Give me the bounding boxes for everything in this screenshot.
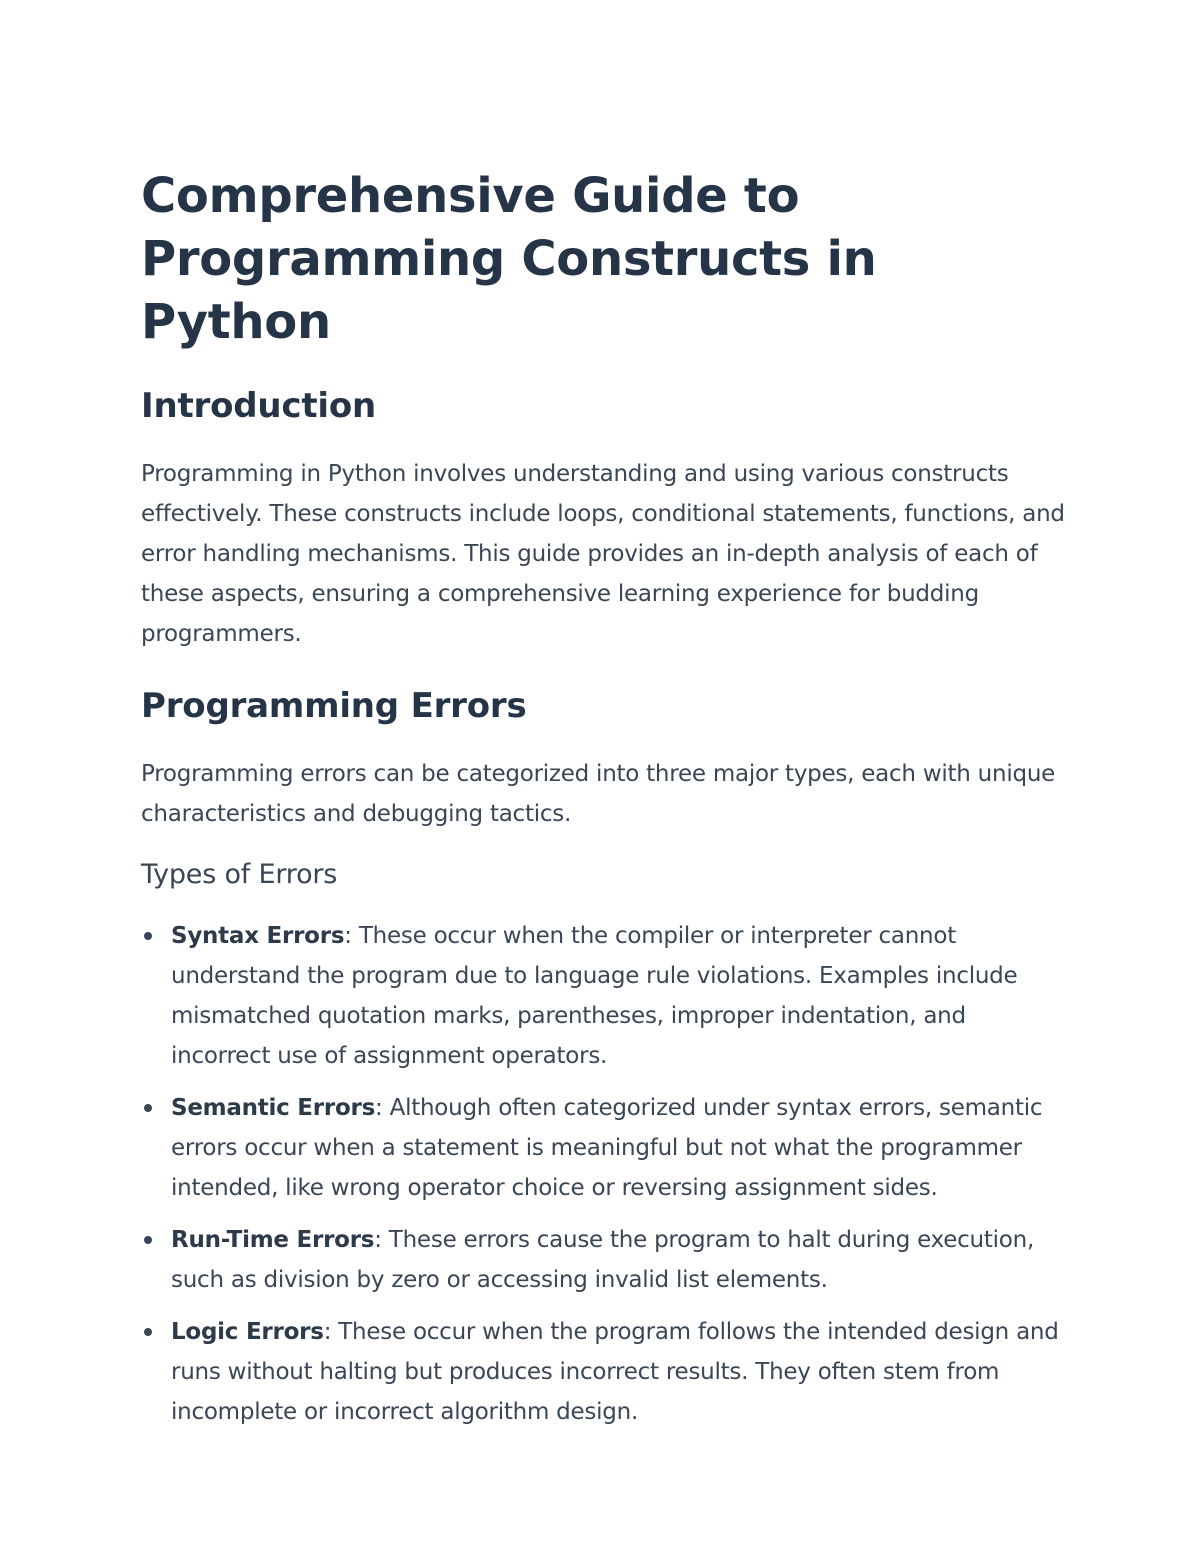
- list-item-semantic-errors: [141, 1088, 1071, 1208]
- types-of-errors-subheading: Types of Errors: [141, 859, 338, 890]
- programming-errors-paragraph: Programming errors can be categorized into three major types, each with unique characteristics and debugging tactics.: [141, 761, 1056, 827]
- list-item-logic-errors: [141, 1312, 1071, 1432]
- bullet-icon: [144, 1104, 152, 1112]
- list-item-run-time-errors: [141, 1220, 1071, 1300]
- page-title: Comprehensive Guide to Programming Constructs in Python: [141, 168, 877, 350]
- list-item-term: Syntax Errors: [171, 923, 345, 949]
- introduction-heading: Introduction: [141, 386, 377, 426]
- bullet-icon: [144, 932, 152, 940]
- list-item-term: Logic Errors: [171, 1319, 324, 1345]
- list-item-description: : Although often categorized under syntax errors, semantic errors occur when a statement is meaningful but not what the programmer intended, like wrong operator choice or reversing assignment sides.: [171, 1095, 1043, 1201]
- bullet-icon: [144, 1328, 152, 1336]
- document-page: [141, 165, 1071, 1444]
- list-item-syntax-errors: [141, 916, 1071, 1076]
- introduction-paragraph: Programming in Python involves understanding and using various constructs effectively. These constructs include loops, conditional statements, functions, and error handling mechanisms. This guide provides an in-depth analysis of each of these aspects, ensuring a comprehensive learning experience for budding programmers.: [141, 461, 1065, 647]
- programming-errors-heading: Programming Errors: [141, 686, 527, 726]
- list-item-term: Run-Time Errors: [171, 1227, 375, 1253]
- list-item-description: : These errors cause the program to halt during execution, such as division by zero or accessing invalid list elements.: [171, 1227, 1035, 1293]
- error-types-list: [141, 916, 1071, 1432]
- bullet-icon: [144, 1236, 152, 1244]
- list-item-description: : These occur when the program follows the intended design and runs without halting but produces incorrect results. They often stem from incomplete or incorrect algorithm design.: [171, 1319, 1059, 1425]
- list-item-description: : These occur when the compiler or interpreter cannot understand the program due to language rule violations. Examples include mismatched quotation marks, parentheses, improper indentation, and incorrect use of assignment operators.: [171, 923, 1018, 1069]
- list-item-term: Semantic Errors: [171, 1095, 376, 1121]
